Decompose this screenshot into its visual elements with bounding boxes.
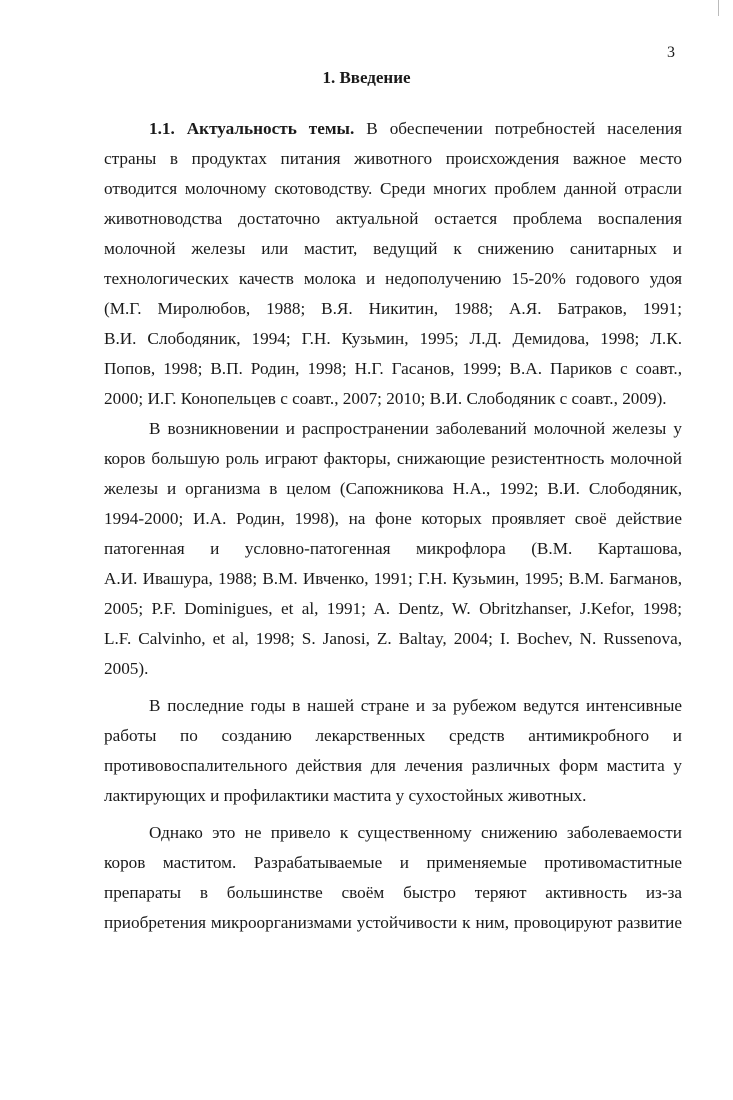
paragraph-gap (104, 811, 682, 818)
text-line (104, 144, 682, 174)
text-line (104, 264, 682, 294)
line-text: патогенная и условно-патогенная микрофлора (В.М. Карташова, (104, 539, 682, 558)
line-text: В.И. Слободяник, 1994; Г.Н. Кузьмин, 1995; Л.Д. Демидова, 1998; Л.К. (104, 329, 682, 348)
text-line (104, 594, 682, 624)
text-line (104, 624, 682, 654)
line-text: Попов, 1998; В.П. Родин, 1998; Н.Г. Гасанов, 1999; В.А. Париков с соавт., (104, 359, 682, 378)
line-text: противовоспалительного действия для лечения различных форм мастита у (104, 756, 682, 775)
line-text: L.F. Calvinho, et al, 1998; S. Janosi, Z. Baltay, 2004; I. Bochev, N. Russenova, (104, 629, 682, 648)
line-text: коров большую роль играют факторы, снижающие резистентность молочной (104, 449, 682, 468)
text-line (104, 234, 682, 264)
text-line (104, 534, 682, 564)
text-line (104, 721, 682, 751)
text-line (104, 751, 682, 781)
line-text: молочной железы или мастит, ведущий к снижению санитарных и (104, 239, 682, 258)
line-text: технологических качеств молока и недополучению 15-20% годового удоя (104, 269, 682, 288)
line-text: Однако это не привело к существенному снижению заболеваемости (149, 823, 682, 842)
page-number: 3 (667, 44, 675, 61)
text-line (104, 781, 682, 811)
text-line (104, 414, 682, 444)
section-heading: 1. Введение (322, 68, 411, 87)
text-line (104, 444, 682, 474)
text-line (104, 691, 682, 721)
line-text: животноводства достаточно актуальной остается проблема воспаления (104, 209, 682, 228)
text-line (104, 204, 682, 234)
line-text: В последние годы в нашей стране и за рубежом ведутся интенсивные (149, 696, 682, 715)
text-line (104, 504, 682, 534)
line-text: А.И. Ивашура, 1988; В.М. Ивченко, 1991; Г.Н. Кузьмин, 1995; В.М. Багманов, (104, 569, 682, 588)
text-line (104, 294, 682, 324)
line-text: работы по созданию лекарственных средств антимикробного и (104, 726, 682, 745)
scan-edge-mark (718, 0, 719, 16)
line-text: 2000; И.Г. Конопельцев с соавт., 2007; 2010; В.И. Слободяник с соавт., 2009). (104, 389, 667, 408)
text-line (104, 384, 682, 414)
text-line (104, 354, 682, 384)
line-text: отводится молочному скотоводству. Среди многих проблем данной отрасли (104, 179, 682, 198)
line-text: 2005). (104, 659, 149, 678)
text-line (104, 564, 682, 594)
text-line (104, 174, 682, 204)
line-text: (М.Г. Миролюбов, 1988; В.Я. Никитин, 1988; А.Я. Батраков, 1991; (104, 299, 682, 318)
line-text: В обеспечении потребностей населения (354, 119, 682, 138)
line-text: страны в продуктах питания животного происхождения важное место (104, 149, 682, 168)
text-line (104, 908, 682, 938)
text-line (104, 818, 682, 848)
line-text: приобретения микроорганизмами устойчивости к ним, провоцируют развитие (104, 913, 682, 932)
text-line (104, 474, 682, 504)
text-line (104, 654, 682, 684)
text-line (104, 878, 682, 908)
line-text: железы и организма в целом (Сапожникова Н.А., 1992; В.И. Слободяник, (104, 479, 682, 498)
line-text: 2005; P.F. Dominigues, et al, 1991; A. Dentz, W. Obritzhanser, J.Kefor, 1998; (104, 599, 682, 618)
text-line (104, 114, 682, 144)
text-line (104, 848, 682, 878)
line-text: лактирующих и профилактики мастита у сухостойных животных. (104, 786, 587, 805)
body-text (104, 114, 682, 938)
line-text: коров маститом. Разрабатываемые и применяемые противомаститные (104, 853, 682, 872)
text-line (104, 324, 682, 354)
line-text: 1994-2000; И.А. Родин, 1998), на фоне которых проявляет своё действие (104, 509, 682, 528)
subsection-title: 1.1. Актуальность темы. (149, 119, 355, 138)
paragraph-gap (104, 684, 682, 691)
line-text: препараты в большинстве своём быстро теряют активность из-за (104, 883, 682, 902)
line-text: В возникновении и распространении заболеваний молочной железы у (149, 419, 682, 438)
